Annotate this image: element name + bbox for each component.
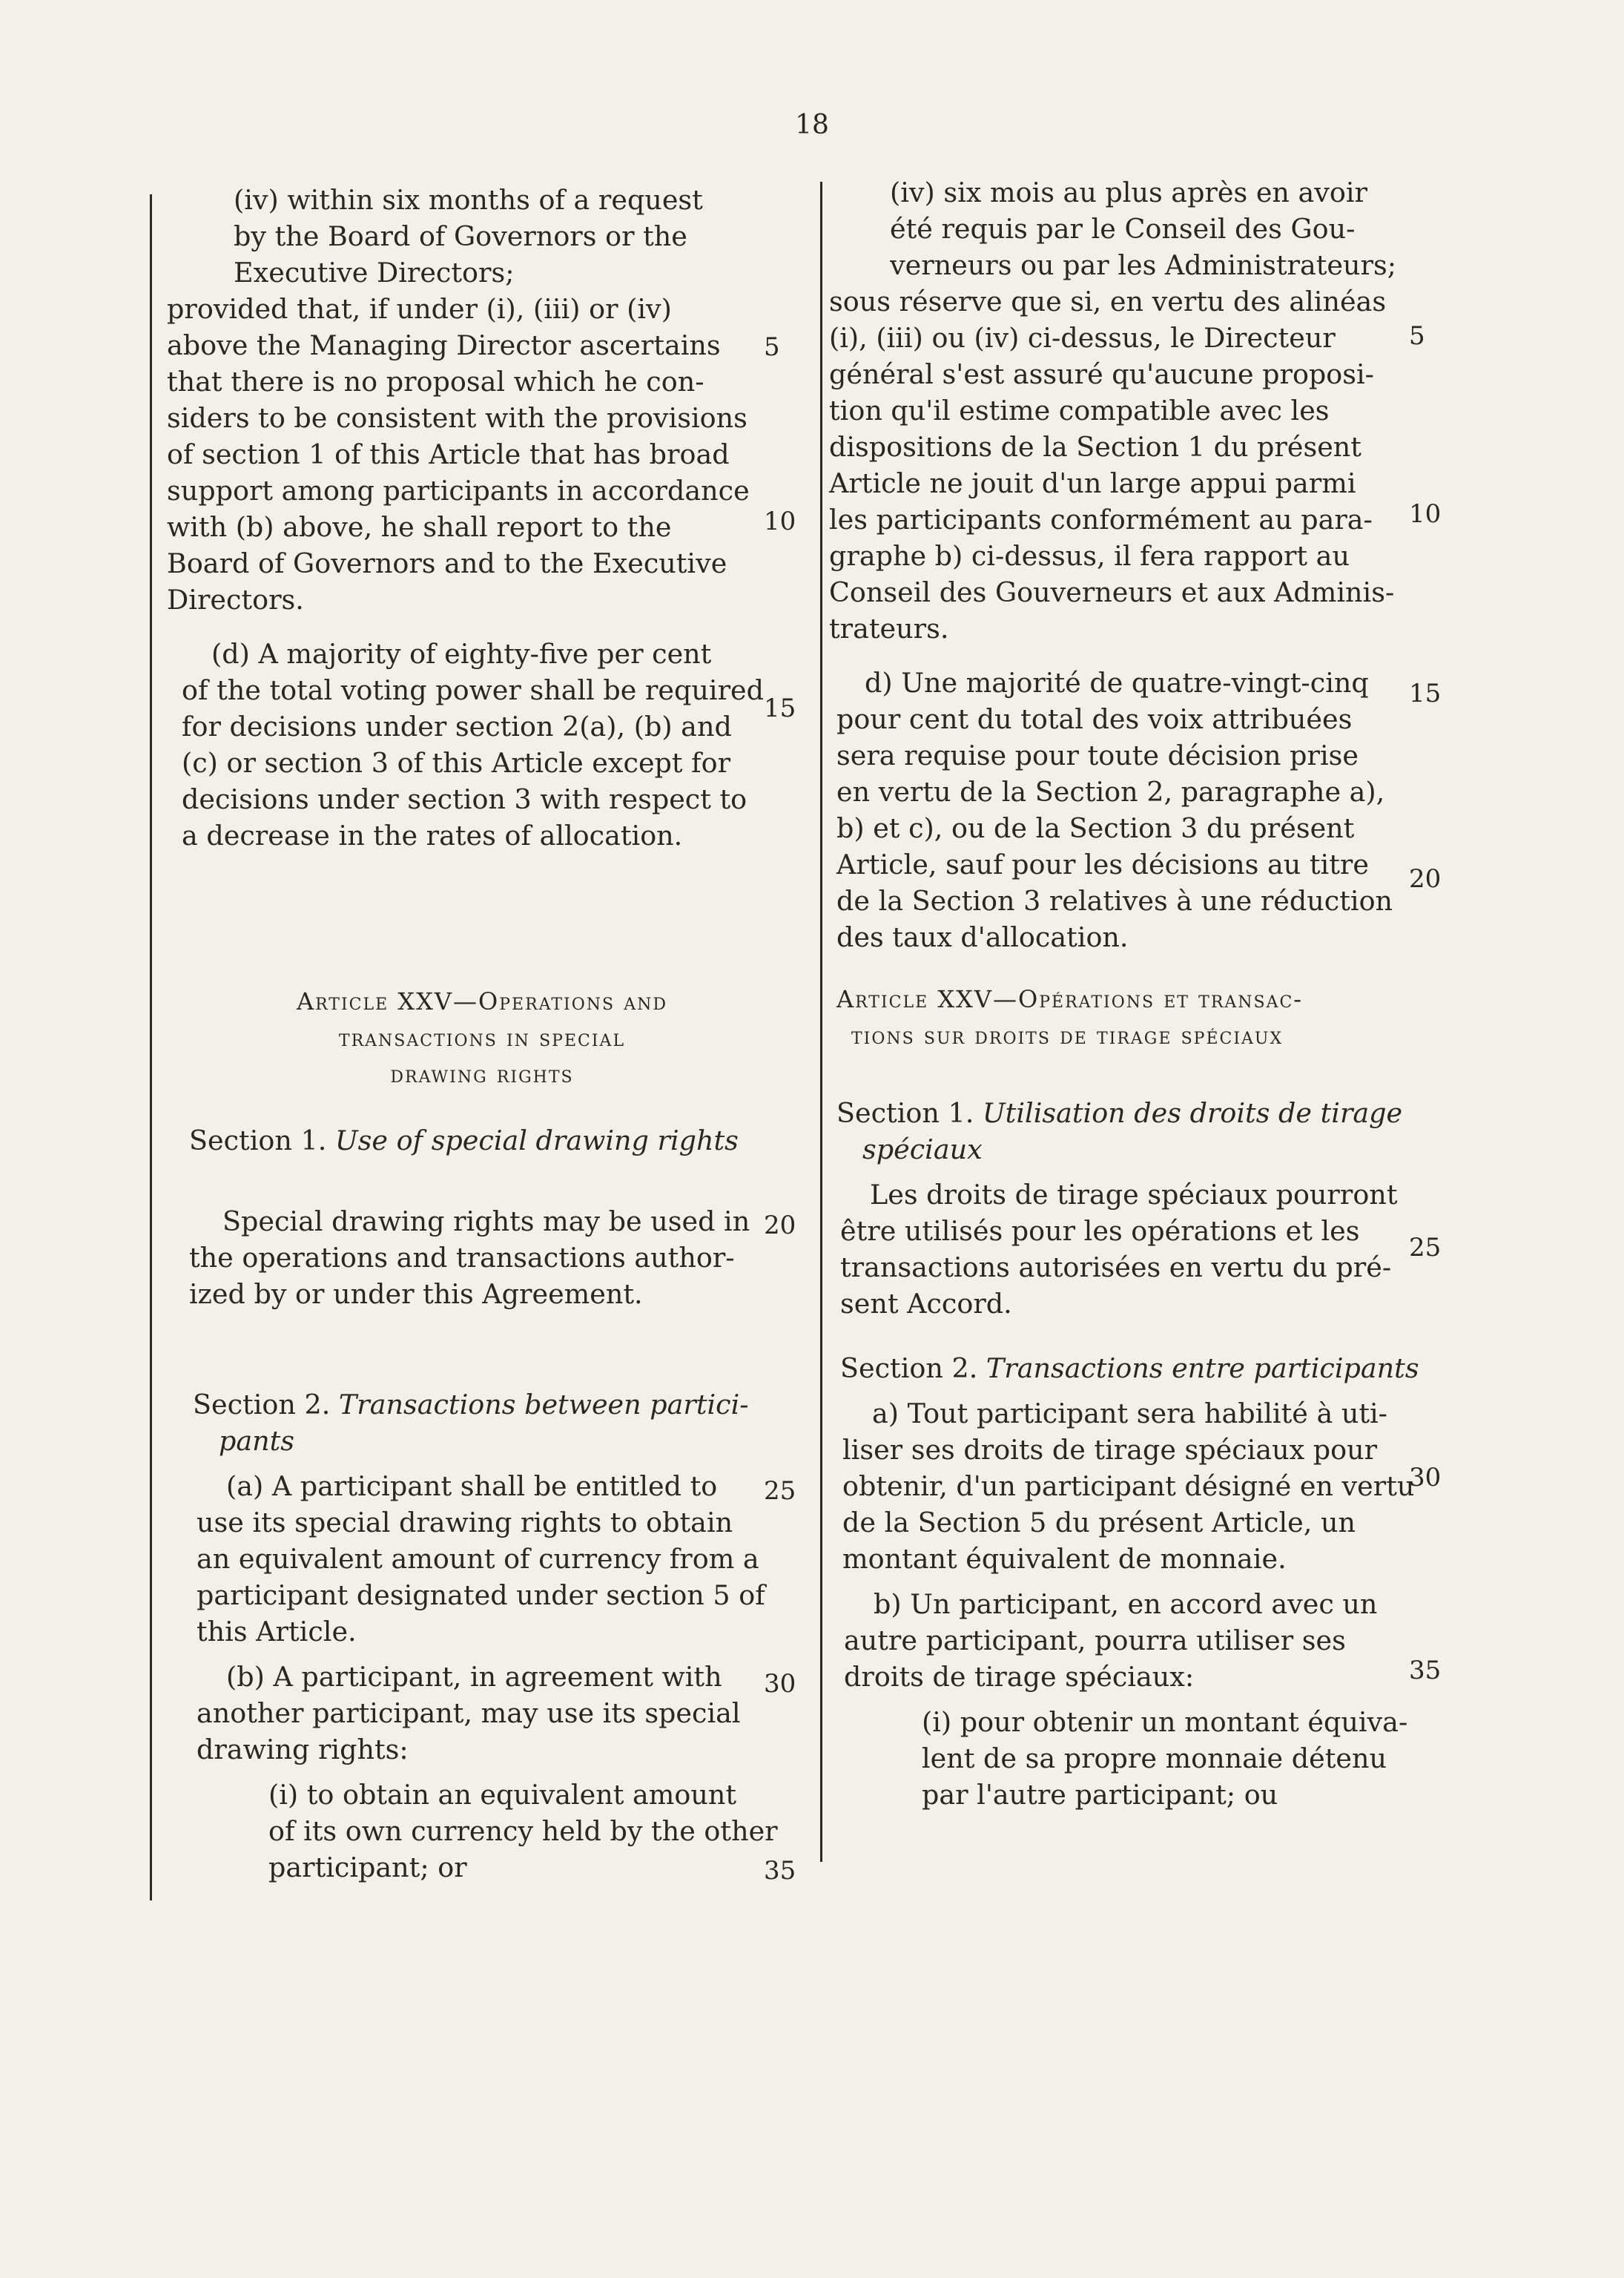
en-i-line: of its own currency held by the other xyxy=(268,1815,778,1847)
fr-article-heading-line: tions sur droits de tirage spéciaux xyxy=(851,1021,1284,1050)
en-d-line: (c) or section 3 of this Article except for xyxy=(182,747,731,779)
fr-iv-line: été requis par le Conseil des Gou- xyxy=(890,213,1356,245)
en-proviso-line: that there is no proposal which he con- xyxy=(167,366,704,398)
fr-proviso-line: trateurs. xyxy=(829,613,949,645)
fr-section2-title: Transactions entre participants xyxy=(986,1352,1419,1384)
fr-para-d xyxy=(836,665,1430,955)
en-proviso xyxy=(167,291,779,618)
fr-b-line: b) Un participant, en accord avec un xyxy=(874,1588,1378,1620)
fr-i-line: lent de sa propre monnaie détenu xyxy=(922,1742,1387,1774)
en-proviso-line: above the Managing Director ascertains xyxy=(167,329,721,361)
en-article-heading-line: drawing rights xyxy=(390,1060,574,1088)
fr-para-b xyxy=(844,1586,1430,1695)
fr-section2-label: Section 2. xyxy=(840,1352,978,1384)
en-i-line: (i) to obtain an equivalent amount xyxy=(268,1779,737,1811)
en-iv-line: Executive Directors; xyxy=(234,257,515,289)
en-a-line: use its special drawing rights to obtain xyxy=(197,1507,733,1538)
en-a-line: this Article. xyxy=(197,1616,357,1647)
fr-proviso-line: dispositions de la Section 1 du présent xyxy=(829,431,1361,463)
fr-section1-text xyxy=(840,1176,1430,1322)
fr-d-line: Article, sauf pour les décisions au titre xyxy=(836,849,1369,880)
en-d-line: (d) A majority of eighty-five per cent xyxy=(211,638,712,670)
en-proviso-line: support among participants in accordance xyxy=(167,475,750,507)
fr-line-number: 35 xyxy=(1409,1656,1442,1685)
fr-item-i xyxy=(836,1704,1430,1813)
en-line-number: 20 xyxy=(764,1211,796,1240)
en-section2-title-cont: pants xyxy=(219,1425,295,1457)
english-column xyxy=(167,182,779,1886)
french-column xyxy=(829,174,1430,1813)
fr-s1-line: être utilisés pour les opérations et les xyxy=(840,1215,1360,1247)
en-proviso-line: Directors. xyxy=(167,584,304,616)
column-divider-rule xyxy=(820,182,822,1862)
fr-proviso-line: les participants conformément au para- xyxy=(829,504,1373,536)
en-d-line: a decrease in the rates of allocation. xyxy=(182,820,683,852)
fr-b-line: droits de tirage spéciaux: xyxy=(844,1661,1195,1693)
en-d-line: of the total voting power shall be required xyxy=(182,674,764,706)
en-b-line: another participant, may use its special xyxy=(197,1697,741,1729)
en-s1-line: Special drawing rights may be used in xyxy=(222,1205,750,1237)
en-d-line: for decisions under section 2(a), (b) and xyxy=(182,711,732,743)
fr-line-number: 10 xyxy=(1409,499,1442,529)
en-section1-text xyxy=(189,1203,779,1312)
en-section1-label: Section 1. xyxy=(189,1125,327,1156)
en-para-a xyxy=(197,1468,779,1650)
en-s1-line: ized by or under this Agreement. xyxy=(189,1278,643,1310)
en-line-number: 5 xyxy=(764,332,780,362)
fr-article-heading-line: Article XXV—Opérations et transac- xyxy=(836,985,1304,1013)
en-a-line: participant designated under section 5 of xyxy=(197,1579,765,1611)
en-section2-heading xyxy=(193,1386,779,1459)
en-i-line: participant; or xyxy=(268,1851,467,1883)
fr-article-heading xyxy=(836,981,1430,1054)
fr-section2-heading xyxy=(840,1350,1430,1386)
en-proviso-line: provided that, if under (i), (iii) or (iv) xyxy=(167,293,672,325)
en-article-heading-line: Article XXV—Operations and xyxy=(296,987,667,1015)
en-section1-title: Use of special drawing rights xyxy=(334,1125,739,1156)
en-s1-line: the operations and transactions author- xyxy=(189,1242,735,1274)
fr-a-line: obtenir, d'un participant désigné en vertu xyxy=(842,1470,1415,1502)
fr-d-line: d) Une majorité de quatre-vingt-cinq xyxy=(865,667,1369,699)
en-item-iv xyxy=(185,182,779,291)
fr-d-line: de la Section 3 relatives à une réduction xyxy=(836,885,1393,917)
fr-i-line: par l'autre participant; ou xyxy=(922,1779,1278,1811)
fr-iv-line: verneurs ou par les Administrateurs; xyxy=(890,249,1396,281)
fr-b-line: autre participant, pourra utiliser ses xyxy=(844,1624,1346,1656)
en-iv-line: (iv) within six months of a request xyxy=(234,184,703,216)
fr-section1-label: Section 1. xyxy=(836,1097,974,1129)
en-b-line: (b) A participant, in agreement with xyxy=(226,1661,722,1693)
fr-a-line: montant équivalent de monnaie. xyxy=(842,1543,1287,1575)
en-line-number: 10 xyxy=(764,507,796,536)
fr-line-number: 5 xyxy=(1409,321,1425,351)
fr-d-line: b) et c), ou de la Section 3 du présent xyxy=(836,812,1355,844)
fr-d-line: pour cent du total des voix attribuées xyxy=(836,703,1353,735)
fr-s1-line: sent Accord. xyxy=(840,1288,1012,1320)
fr-line-number: 15 xyxy=(1409,679,1442,708)
fr-line-number: 30 xyxy=(1409,1463,1442,1492)
fr-section1-title-cont: spéciaux xyxy=(862,1133,983,1165)
fr-item-iv xyxy=(836,174,1430,283)
fr-proviso-line: Article ne jouit d'un large appui parmi xyxy=(829,467,1356,499)
en-iv-line: by the Board of Governors or the xyxy=(234,220,687,252)
fr-proviso-line: tion qu'il estime compatible avec les xyxy=(829,395,1330,427)
fr-proviso-line: sous réserve que si, en vertu des alinéas xyxy=(829,286,1387,317)
en-article-heading-line: transactions in special xyxy=(338,1024,626,1052)
fr-proviso-line: (i), (iii) ou (iv) ci-dessus, le Directeur xyxy=(829,322,1336,354)
fr-line-number: 20 xyxy=(1409,864,1442,894)
page-number: 18 xyxy=(795,110,829,140)
en-a-line: an equivalent amount of currency from a xyxy=(197,1543,759,1575)
left-margin-rule xyxy=(150,194,152,1900)
en-section1-heading xyxy=(189,1122,779,1159)
en-proviso-line: siders to be consistent with the provisions xyxy=(167,402,747,434)
en-proviso-line: Board of Governors and to the Executive xyxy=(167,547,727,579)
fr-a-line: de la Section 5 du présent Article, un xyxy=(842,1507,1356,1538)
en-line-number: 15 xyxy=(764,694,796,723)
fr-proviso-line: général s'est assuré qu'aucune proposi- xyxy=(829,358,1375,390)
fr-a-line: a) Tout participant sera habilité à uti- xyxy=(872,1398,1388,1429)
fr-i-line: (i) pour obtenir un montant équiva- xyxy=(922,1706,1408,1738)
fr-line-number: 25 xyxy=(1409,1233,1442,1263)
fr-a-line: liser ses droits de tirage spéciaux pour xyxy=(842,1434,1378,1466)
en-b-line: drawing rights: xyxy=(197,1734,409,1765)
en-line-number: 35 xyxy=(764,1856,796,1886)
fr-iv-line: (iv) six mois au plus après en avoir xyxy=(890,177,1368,208)
fr-section1-title: Utilisation des droits de tirage xyxy=(982,1097,1403,1129)
fr-s1-line: transactions autorisées en vertu du pré- xyxy=(840,1251,1392,1283)
en-line-number: 25 xyxy=(764,1476,796,1506)
en-article-heading xyxy=(185,984,779,1093)
fr-para-a xyxy=(842,1395,1430,1577)
fr-d-line: en vertu de la Section 2, paragraphe a), xyxy=(836,776,1385,808)
fr-proviso-line: Conseil des Gouverneurs et aux Adminis- xyxy=(829,576,1395,608)
en-section2-label: Section 2. xyxy=(193,1389,331,1421)
fr-proviso xyxy=(829,283,1430,647)
en-section2-title: Transactions between partici- xyxy=(338,1389,749,1421)
en-para-d xyxy=(182,636,779,854)
en-proviso-line: with (b) above, he shall report to the xyxy=(167,511,672,543)
en-proviso-line: of section 1 of this Article that has broad xyxy=(167,438,730,470)
fr-d-line: des taux d'allocation. xyxy=(836,921,1129,953)
fr-s1-line: Les droits de tirage spéciaux pourront xyxy=(870,1179,1398,1211)
en-item-i xyxy=(185,1777,779,1886)
en-para-b xyxy=(197,1659,779,1768)
en-d-line: decisions under section 3 with respect to xyxy=(182,783,747,815)
en-line-number: 30 xyxy=(764,1669,796,1699)
fr-d-line: sera requise pour toute décision prise xyxy=(836,740,1359,771)
en-a-line: (a) A participant shall be entitled to xyxy=(226,1470,718,1502)
fr-section1-heading xyxy=(836,1095,1430,1168)
fr-proviso-line: graphe b) ci-dessus, il fera rapport au xyxy=(829,540,1350,572)
